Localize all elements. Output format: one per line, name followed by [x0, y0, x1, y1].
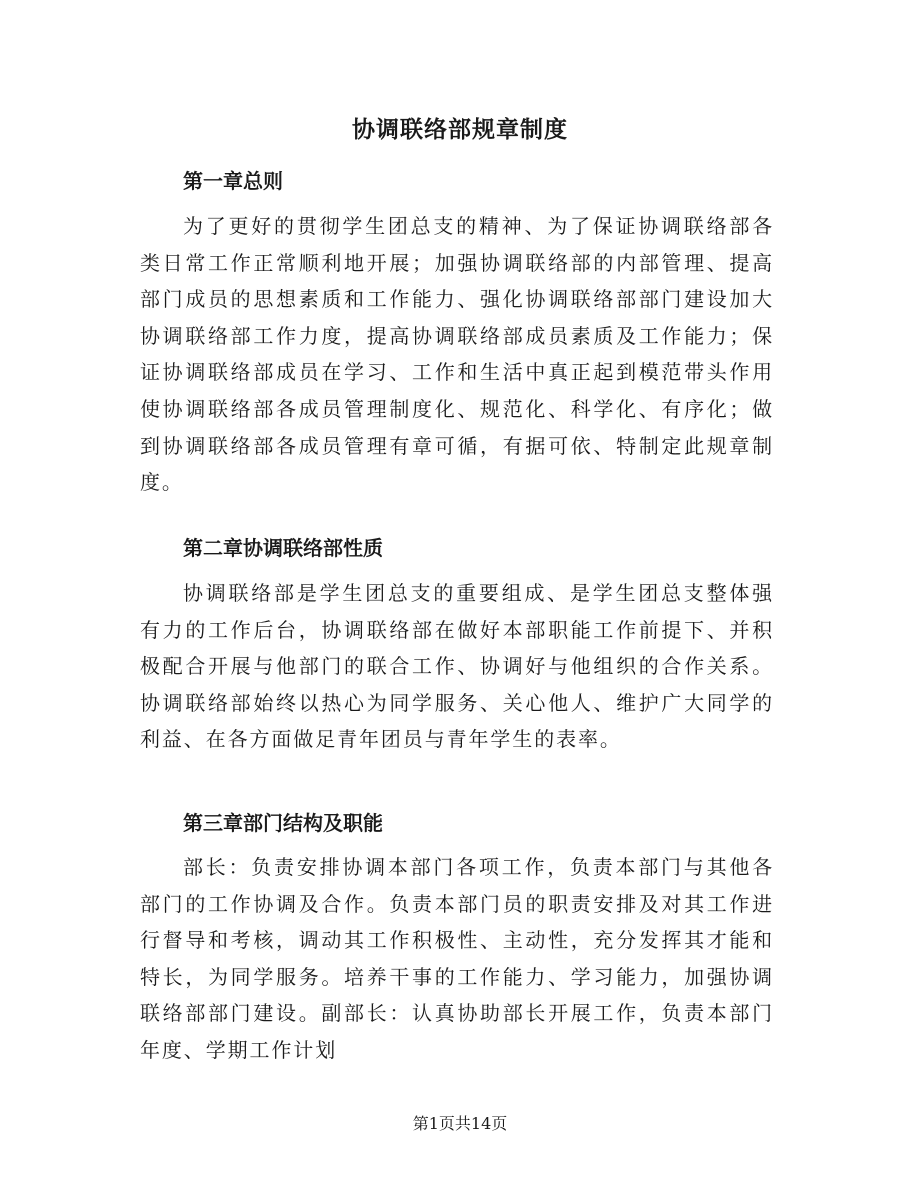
chapter-2-heading: 第二章协调联络部性质 [183, 536, 383, 560]
chapter-3-paragraph: 部长：负责安排协调本部门各项工作，负责本部门与其他各部门的工作协调及合作。负责本部门员的职责安排及对其工作进行督导和考核，调动其工作积极性、主动性，充分发挥其才能和特长，为同学服务。培养干事的工作能力、学习能力，加强协调联络部部门建设。副部长：认真协助部长开展工作，负责本部门年度、学期工作计划 [140, 855, 774, 1062]
page-title: 协调联络部规章制度 [352, 116, 568, 143]
chapter-1-paragraph: 为了更好的贯彻学生团总支的精神、为了保证协调联络部各类日常工作正常顺利地开展；加强协调联络部的内部管理、提高部门成员的思想素质和工作能力、强化协调联络部部门建设加大协调联络部工作力度，提高协调联络部成员素质及工作能力；保证协调联络部成员在学习、工作和生活中真正起到模范带头作用使协调联络部各成员管理制度化、规范化、科学化、有序化；做到协调联络部各成员管理有章可循，有据可依、特制定此规章制度。 [140, 214, 774, 495]
page-number-footer: 第1页共14页 [412, 1114, 508, 1133]
chapter-1-heading: 第一章总则 [183, 169, 283, 193]
chapter-2-paragraph: 协调联络部是学生团总支的重要组成、是学生团总支整体强有力的工作后台，协调联络部在做好本部职能工作前提下、并积极配合开展与他部门的联合工作、协调好与他组织的合作关系。协调联络部始终以热心为同学服务、关心他人、维护广大同学的利益、在各方面做足青年团员与青年学生的表率。 [140, 581, 774, 752]
chapter-3-heading: 第三章部门结构及职能 [183, 811, 383, 835]
